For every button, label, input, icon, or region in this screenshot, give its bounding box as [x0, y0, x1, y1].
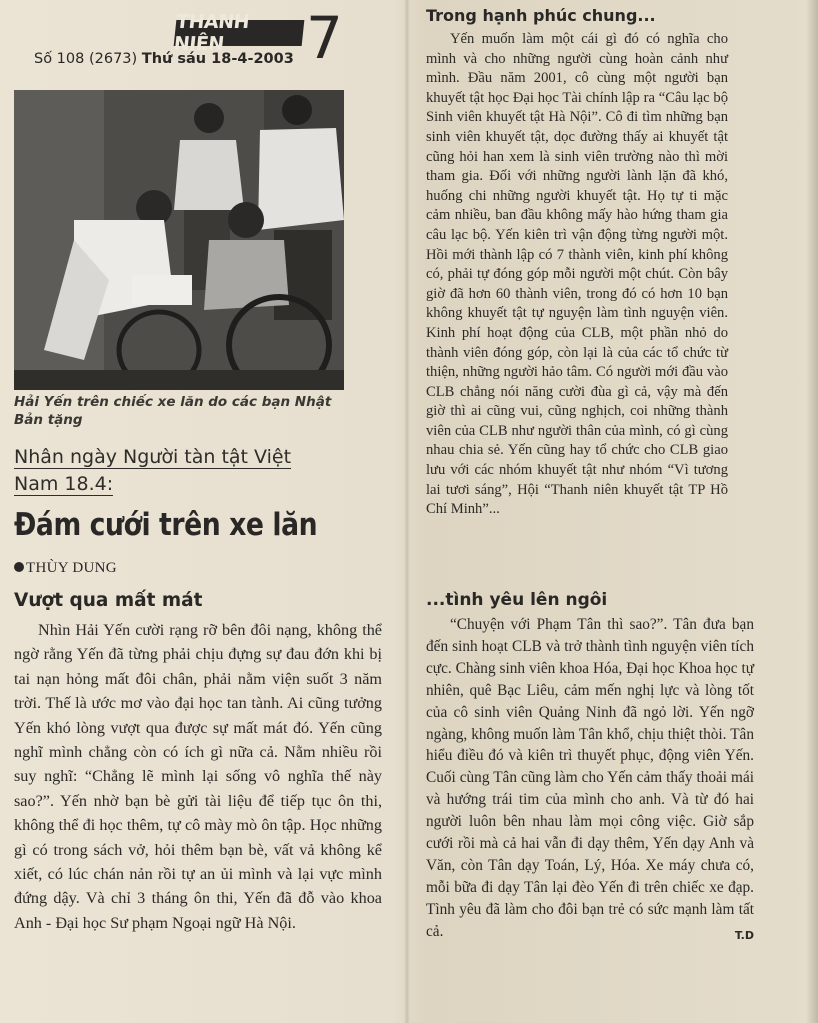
- section-text-3: [426, 614, 754, 943]
- section-text-1: Nhìn Hải Yến cười rạng rỡ bên đôi nạng, không thể ngờ rằng Yến đã từng phải chịu đựng sự đau đớn khi bị tai nạn hỏng mất đôi chân, phải nằm viện suốt 3 năm trời. Thế là ước mơ vào đại học tan tành. Ai cũng tưởng Yến khó lòng vượt qua được sự mất mát đó. Yến cũng nghĩ mình chẳng còn có ích gì nữa cả. Nằm nhiều rồi suy nghĩ: “Chẳng lẽ mình lại sống vô nghĩa thế này sao?”. Yến nhờ bạn bè gửi tài liệu để tiếp tục ôn thi, không thể đi học thêm, tự cô mày mò ôn tập. Học những gì có trong sách vở, hỏi thêm bạn bè, vất vả không kể xiết, có lúc chán nản rồi tự an ủi mình và lại vực mình đứng dậy. Và chỉ 3 tháng ôn thi, Yến đã đỗ vào khoa Anh - Đại học Sư phạm Ngoại ngữ Hà Nội.: [14, 621, 382, 932]
- article-kicker: [14, 444, 304, 498]
- section-text-2: Yến muốn làm một cái gì đó có nghĩa cho mình và cho những người cùng hoàn cảnh như mình. Đầu năm 2001, cô cùng một người bạn khuyết tật học Đại học Tài chính lập ra “Câu lạc bộ Sinh viên khuyết tật Hà Nội”. Cô đi tìm những bạn sinh viên khuyết tật, dọc đường thấy ai khuyết tật cũng hỏi han xem là sinh viên trường nào thì mời tham gia. Đối với những người lành lặn đã khó, huống chi những người khuyết tật. Họ tự ti mặc cảm nhiều, ban đầu không mấy hào hứng tham gia câu lạc bộ. Yến kiên trì vận động từng người một. Hồi mới thành lập có 7 thành viên, kinh phí không có, phải tự đóng góp mỗi người một chút. Còn bây giờ đã hơn 60 thành viên, trong đó có hơn 10 bạn không khuyết tật tự nguyện làm tình nguyện viên. Kinh phí hoạt động của CLB, một phần nhỏ do thành viên đóng góp, còn lại là của các tổ chức từ thiện, những người hảo tâm. Có người mới đầu vào CLB chẳng nói năng cười đùa gì cả, vậy mà đến giờ thì ai cũng vui, cũng nghịch, coi những thành viên của CLB như người thân của mình, có gì cùng nhau chia sẻ. Yến cũng hay tổ chức cho CLB giao lưu với các nhóm khuyết tật như nhóm “Vì tương lai tươi sáng”, Hội “Thanh niên khuyết tật TP Hồ Chí Minh”...: [426, 31, 728, 518]
- photo-caption: Hải Yến trên chiếc xe lăn do các bạn Nhật Bản tặng: [14, 394, 332, 428]
- photo-illustration: [14, 90, 344, 390]
- section-heading-3: ...tình yêu lên ngôi: [426, 590, 608, 610]
- kicker-text: Nhân ngày Người tàn tật Việt Nam 18.4:: [14, 446, 292, 495]
- article-headline: Đám cưới trên xe lăn: [14, 507, 318, 543]
- byline-bullet-icon: [14, 562, 24, 572]
- issue-date: Thứ sáu 18-4-2003: [141, 51, 294, 67]
- section-body-1: [14, 618, 382, 935]
- page-edge-shadow: [806, 0, 818, 1023]
- author-name: THÙY DUNG: [26, 560, 117, 576]
- article-byline: [14, 560, 117, 577]
- issue-number: Số 108 (2673): [34, 51, 138, 67]
- newspaper-logo: THANH NIÊN: [174, 20, 305, 46]
- section-heading-2: Trong hạnh phúc chung...: [426, 6, 656, 25]
- section-body-3: [426, 614, 754, 947]
- issue-line: [34, 51, 294, 67]
- section-body-2: [426, 30, 728, 520]
- section-text-3-content: “Chuyện với Phạm Tân thì sao?”. Tân đưa bạn đến sinh hoạt CLB và trở thành tình nguyện viên tích cực. Chàng sinh viên khoa Hóa, Đại học Khoa học tự nhiên, quê Bạc Liêu, cảm mến nghị lực và lòng tốt của cô sinh viên Quảng Ninh đã ngỏ lời. Yến ngỡ ngàng, không muốn làm Tân khổ, chịu thiệt thòi. Tân hiểu điều đó và kiên trì thuyết phục, động viên Yến. Cuối cùng Tân cũng làm cho Yến cảm thấy thoải mái và hướng trái tim của mình cho anh. Và từ đó hai người luôn bên nhau làm mọi công việc. Giờ sắp cưới rồi mà cả hai vẫn đi dạy thêm, Yến dạy Anh và Văn, còn Tân dạy Toán, Lý, Hóa. Xe máy chưa có, mỗi bữa đi dạy Tân lại đèo Yến đi trên chiếc xe đạp. Tình yêu đã làm cho đôi bạn trẻ có sức mạnh làm tất cả.: [426, 616, 754, 940]
- page-number: 7: [306, 4, 343, 72]
- section-heading-1: Vượt qua mất mát: [14, 590, 203, 611]
- article-photo: [14, 90, 344, 390]
- author-signature: T.D: [734, 928, 754, 942]
- page-fold: [404, 0, 410, 1023]
